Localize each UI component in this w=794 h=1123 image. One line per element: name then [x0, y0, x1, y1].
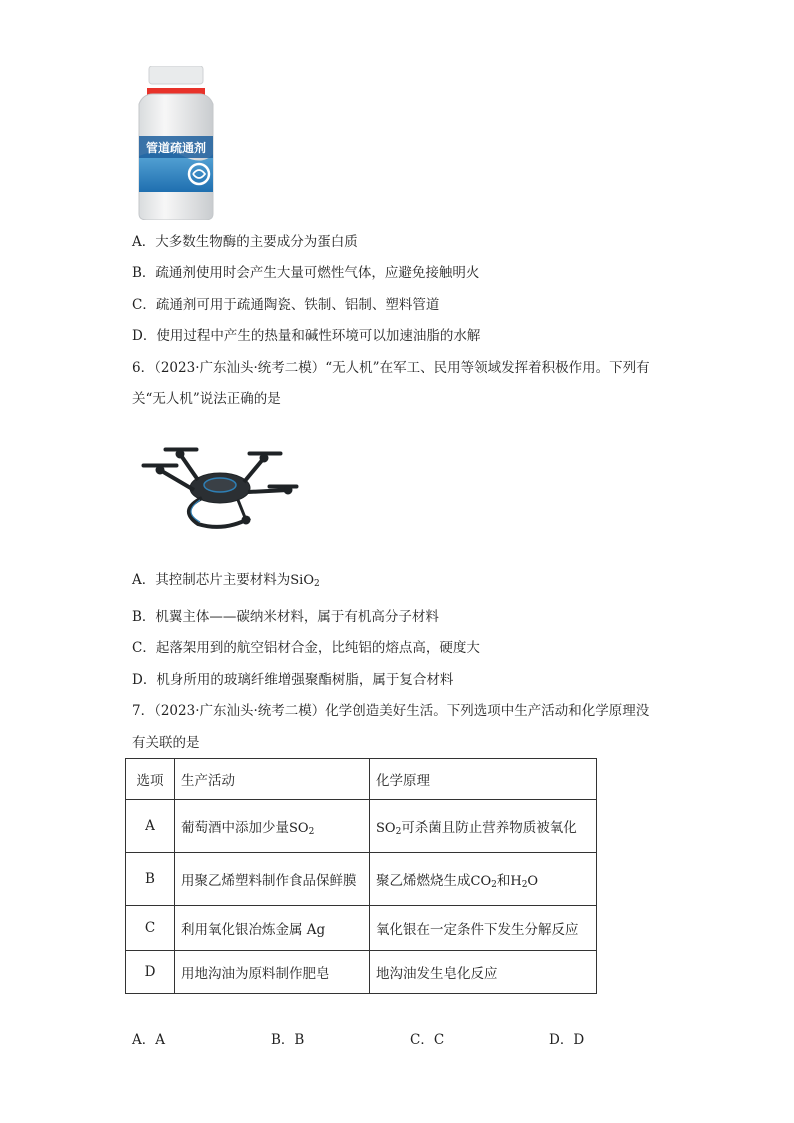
table-header-row — [126, 759, 597, 800]
row-activity: 用聚乙烯塑料制作食品保鲜膜 — [175, 853, 370, 906]
row-label: B — [126, 853, 175, 906]
drone-image — [138, 440, 300, 535]
q5-option-b[interactable]: B．疏通剂使用时会产生大量可燃性气体，应避免接触明火 — [132, 265, 480, 281]
row-activity: 利用氧化银冶炼金属 Ag — [175, 906, 370, 951]
row-principle: $SO_2$可杀菌且防止营养物质被氧化 — [370, 800, 597, 853]
q7-answer-c[interactable]: C．C — [410, 1032, 445, 1048]
header-principle: 化学原理 — [370, 759, 597, 800]
q6-option-b[interactable]: B．机翼主体——碳纳米材料，属于有机高分子材料 — [132, 609, 439, 625]
sio2-formula: SiO$_2$ — [290, 573, 320, 589]
row-label: A — [126, 800, 175, 853]
q6-option-d[interactable]: D．机身所用的玻璃纤维增强聚酯树脂，属于复合材料 — [132, 672, 454, 688]
row-label: D — [126, 951, 175, 994]
drain-cleaner-bottle-image — [133, 66, 219, 220]
q5-option-d[interactable]: D．使用过程中产生的热量和碱性环境可以加速油脂的水解 — [132, 328, 481, 344]
header-activity: 生产活动 — [175, 759, 370, 800]
q5-option-c[interactable]: C．疏通剂可用于疏通陶瓷、铁制、铝制、塑料管道 — [132, 297, 440, 313]
q7-answer-d[interactable]: D．D — [549, 1032, 585, 1048]
q6-option-a-text: A．其控制芯片主要材料为 — [132, 572, 291, 588]
table-row — [126, 951, 597, 994]
table-row — [126, 906, 597, 951]
q5-option-a[interactable]: A．大多数生物酶的主要成分为蛋白质 — [132, 234, 358, 250]
q7-stem-line2: 有关联的是 — [132, 735, 200, 751]
row-activity: 用地沟油为原料制作肥皂 — [175, 951, 370, 994]
row-principle: 氧化银在一定条件下发生分解反应 — [370, 906, 597, 951]
bottle-label-text: 管道疏通剂 — [145, 141, 207, 155]
row-activity: 葡萄酒中添加少量$SO_2$ — [175, 800, 370, 853]
row-label: C — [126, 906, 175, 951]
q7-answer-a[interactable]: A．A — [132, 1032, 165, 1048]
q7-answer-b[interactable]: B．B — [271, 1032, 305, 1048]
q7-stem-line1: 7．（2023·广东汕头·统考二模）化学创造美好生活。下列选项中生产活动和化学原理没 — [132, 703, 650, 719]
table-row — [126, 800, 597, 853]
q7-options-table — [125, 758, 597, 994]
row-principle: 聚乙烯燃烧生成$CO_2$和$H_2O$ — [370, 853, 597, 906]
q6-option-a[interactable] — [132, 570, 320, 594]
table-row — [126, 853, 597, 906]
q6-stem-line1: 6．（2023·广东汕头·统考二模）“无人机”在军工、民用等领域发挥着积极作用。下列有 — [132, 360, 650, 376]
q6-option-c[interactable]: C．起落架用到的航空铝材合金，比纯铝的熔点高，硬度大 — [132, 640, 480, 656]
row-principle: 地沟油发生皂化反应 — [370, 951, 597, 994]
header-option: 选项 — [126, 759, 175, 800]
q6-stem-line2: 关“无人机”说法正确的是 — [132, 391, 281, 407]
